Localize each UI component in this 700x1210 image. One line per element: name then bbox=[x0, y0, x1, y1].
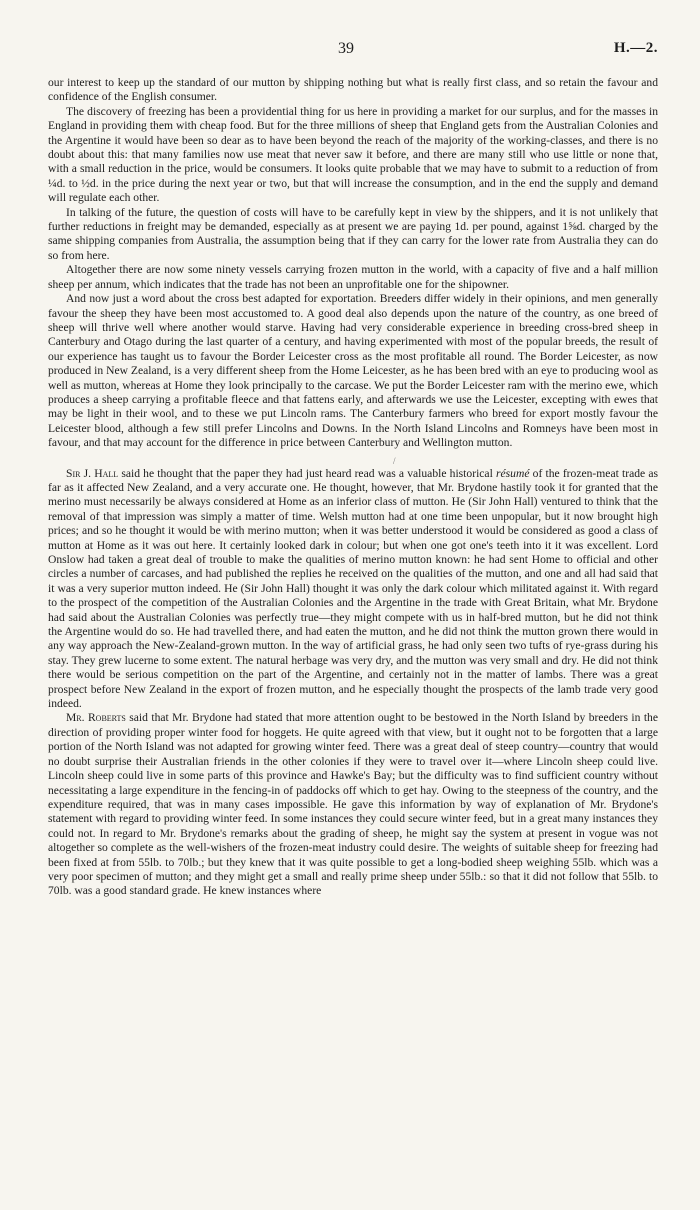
page-number: 39 bbox=[338, 40, 354, 57]
paragraph-text: of the frozen-meat trade as far as it affected New Zealand, and a very accurate one. He thought, however, that Mr. Brydone hastily took it for granted that the merino must necessarily be always considered at Home as an inferior class of mutton. He (Sir John Hall) ventured to think that the removal of that impression was simply a matter of time. Welsh mutton had at one time been unpopular, but it now brought high prices; and so he thought it would be with merino mutton; when it was better understood it would be considered as good a class of mutton at Home as it was out here. It certainly looked dark in colour; but when one got one's teeth into it it was excellent. Lord Onslow had taken a great deal of trouble to make the qualities of merino mutton known: he had sent Home to official and other circles a number of carcases, and had published the replies he received on the qualities of the mutton, and one and all had said that it was a very superior mutton indeed. He (Sir John Hall) thought it was only the dark colour which militated against it. With regard to the prospect of the competition of the Australian Colonies and the Argentine in the trade with Great Britain, what Mr. Brydone had said about the Australian Colonies was perfectly true—they might compete with us in half-bred mutton, but he did not think the Argentine would do so. He had travelled there, and had eaten the mutton, and he did not think the mutton grown there would in any way approach the New-Zealand-grown mutton. In the way of artificial grass, he had only seen two tufts of rye-grass during his stay. They grew lucerne to some extent. The natural herbage was very dry, and the mutton was very small and dry. He did not think there would be serious competition on the part of the Argentine, and certainly not in the matter of lambs. There was a great prospect before New Zealand in the export of frozen mutton, and he especially thought the prospects of the lamb trade very good indeed. bbox=[48, 466, 658, 711]
paragraph bbox=[48, 467, 658, 712]
paragraph: The discovery of freezing has been a providential thing for us here in providing a market for our surplus, and for the masses in England in providing them with cheap food. But for the three millions of sheep that England gets from the Australian Colonies and the Argentine it would have been so dear as to have been beyond the reach of the majority of the working-classes, and there is no doubt about this: that many families now use meat that never saw it before, and there are many still who use little or none that, with a small reduction in the price, would be consumers. It looks quite probable that we may have to submit to a reduction of from ¼d. to ½d. in the price during the next year or two, but that will increase the consumption, and in the end the supply and demand will regulate each other. bbox=[48, 104, 658, 205]
emphasis-text: résumé bbox=[495, 466, 530, 480]
document-reference: H.—2. bbox=[613, 40, 658, 56]
document-body bbox=[48, 76, 658, 899]
paragraph: In talking of the future, the question of costs will have to be carefully kept in view by the shippers, and it is not unlikely that further reductions in freight may be demanded, especially as at present we are paying 1d. per pound, against 1⅝d. charged by the same shipping companies from Australia, the assumption being that if they can carry for the lower rate from Australia they can do so from here. bbox=[48, 205, 658, 262]
speaker-name: Sir J. Hall bbox=[66, 466, 119, 480]
paragraph: our interest to keep up the standard of our mutton by shipping nothing but what is really first class, and so retain the favour and confidence of the English consumer. bbox=[48, 76, 658, 104]
section-separator: / bbox=[393, 455, 396, 466]
paragraph-text: said that Mr. Brydone had stated that more attention ought to be bestowed in the North Island by breeders in the direction of providing proper winter food for hoggets. He quite agreed with that view, but it ought not to be forgotten that a large portion of the North Island was not adapted for growing winter feed. There was a great deal of steep country—country that would no doubt surprise their Australian friends in the other colonies if they were to travel over it—where Lincoln sheep could live. Lincoln sheep could live in some parts of this province and Hawke's Bay; but the difficulty was to find sufficient country without necessitating a large expenditure in the fencing-in of paddocks off which to get hay. Owing to the steepness of the country, and the expenditure required, that was in many cases impossible. He gave this information by way of explanation of Mr. Brydone's statement with regard to providing winter feed. In some instances they could secure winter feed, but in a great many instances they could not. In regard to Mr. Brydone's remarks about the grading of sheep, he might say the system at present in vogue was not altogether so complete as the well-wishers of the frozen-meat industry could desire. The weights of suitable sheep for freezing had been fixed at from 55lb. to 70lb.; but they knew that it was quite possible to get a long-bodied sheep weighing 55lb. which was a very poor specimen of mutton; and they might get a small and really prime sheep under 55lb.: so that it did not follow that 55lb. to 70lb. was a good standard grade. He knew instances where bbox=[48, 711, 658, 898]
page-header bbox=[48, 40, 658, 64]
paragraph bbox=[48, 711, 658, 898]
speaker-name: Mr. Roberts bbox=[66, 711, 126, 725]
paragraph: And now just a word about the cross best adapted for exportation. Breeders differ widely in their opinions, and men generally favour the sheep they have been most accustomed to. A good deal also depends upon the nature of the country, as one breed of sheep will thrive well where another would starve. Having had very considerable experience in breeding cross-bred sheep in Canterbury and Otago during the last quarter of a century, and having experimented with most of the popular breeds, the result of our experience has taught us to favour the Border Leicester cross as the most profitable all round. The Border Leicester, as now produced in New Zealand, is a very different sheep from the Home Leicester, as he has been bred with an eye to producing wool as well as mutton, whereas at Home they look principally to the carcase. We put the Border Leicester ram with the merino ewe, which produces a sheep carrying a profitable fleece and that fattens early, and afterwards we use the Leicester, excepting with ewes that may be light in their wool, and to these we put Lincoln rams. The Canterbury farmers who breed for export mostly favour the Leicester blood, although a few still prefer Lincolns and Downs. In the North Island Lincolns and Romneys have been most in favour, and that may account for the difference in price between Canterbury and Wellington mutton. bbox=[48, 292, 658, 450]
paragraph: Altogether there are now some ninety vessels carrying frozen mutton in the world, with a capacity of five and a half million sheep per annum, which indicates that the trade has not been an unprofitable one for the shipowner. bbox=[48, 263, 658, 291]
paragraph-text: said he thought that the paper they had just heard read was a valuable historical bbox=[118, 466, 496, 480]
